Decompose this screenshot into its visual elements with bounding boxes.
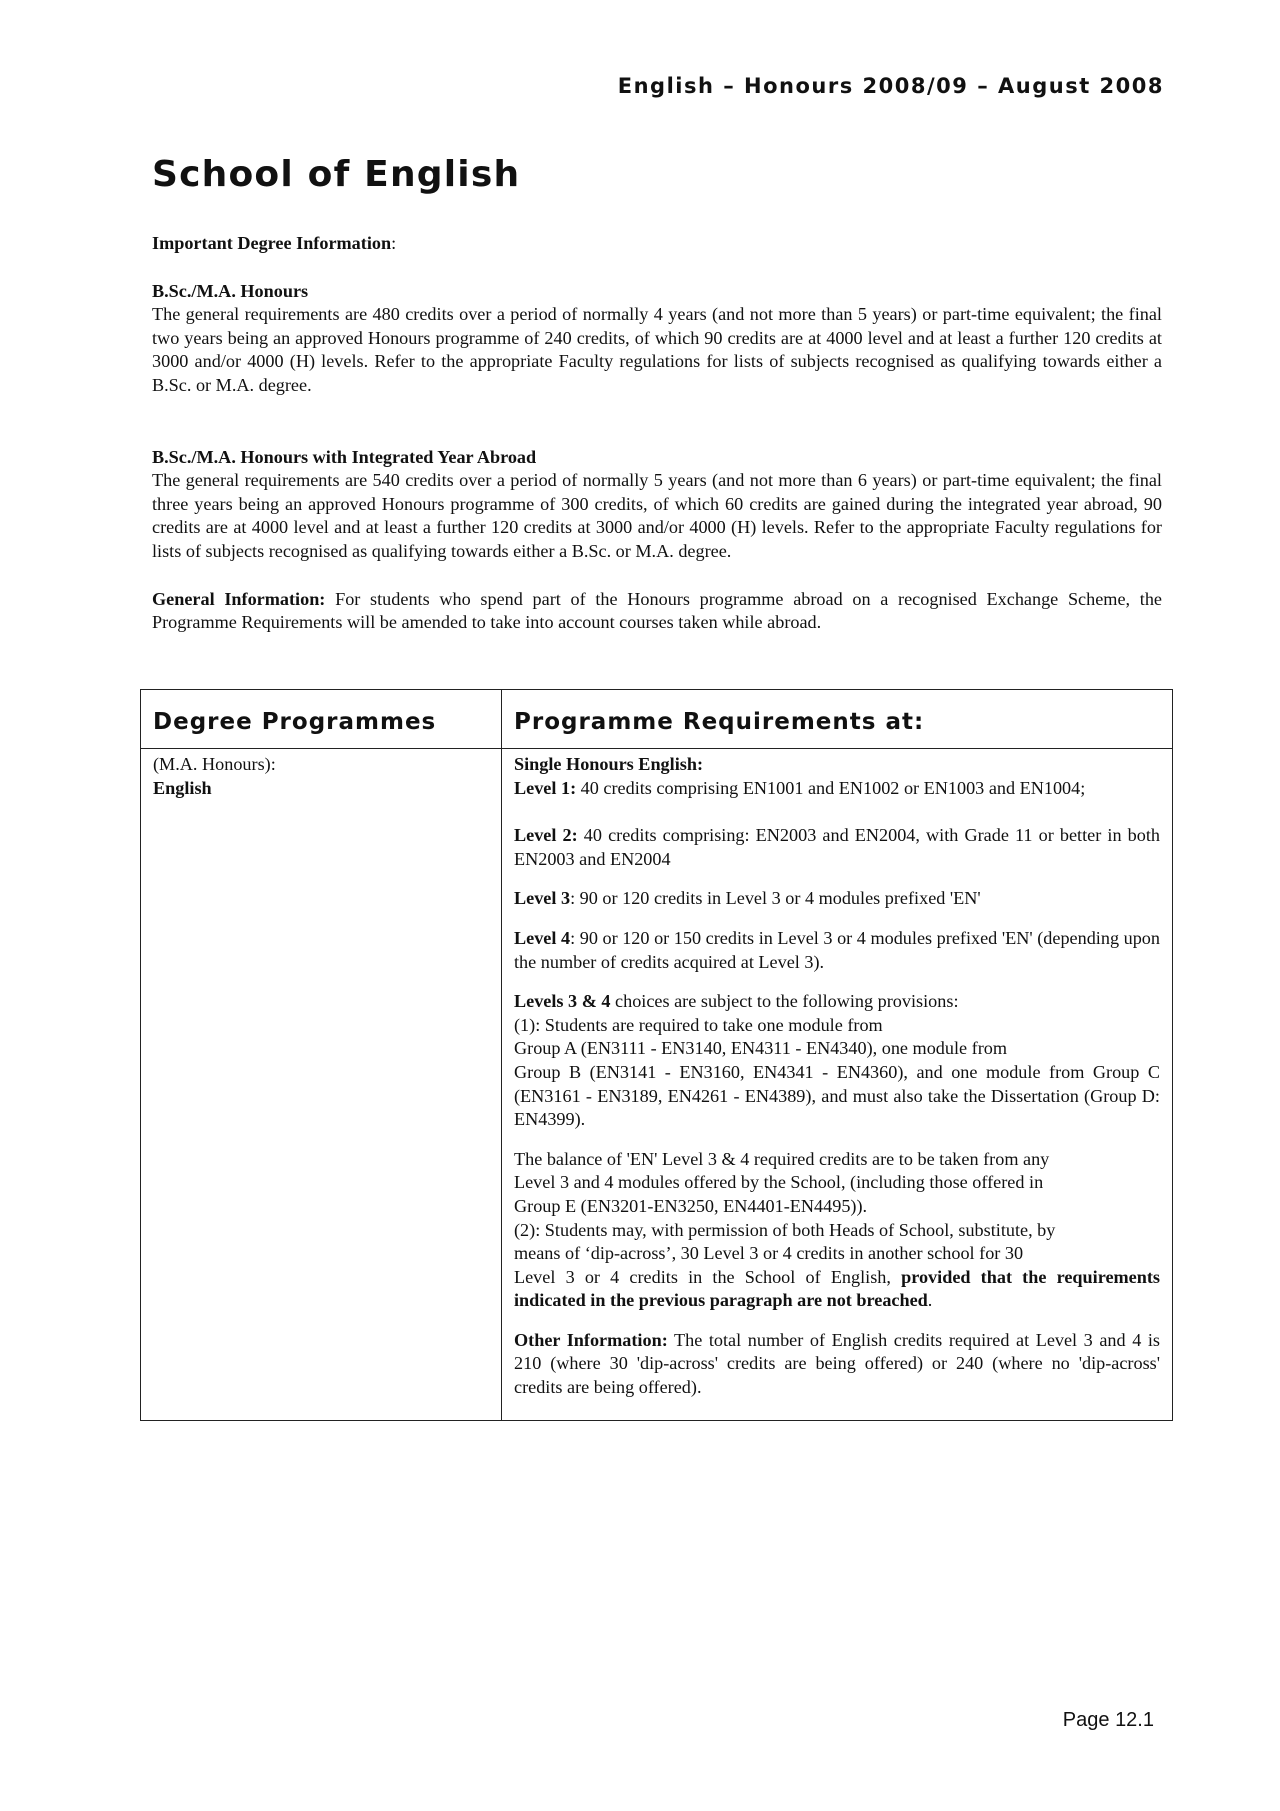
level4-text: : 90 or 120 or 150 credits in Level 3 or 4 modules prefixed 'EN' (depending upon the number of credits acquired at Level 3). xyxy=(514,927,1160,972)
balance-line: Group E (EN3201-EN3250, EN4401-EN4495)). xyxy=(514,1195,868,1216)
abroad-heading-text: B.Sc./M.A. Honours with Integrated Year Abroad xyxy=(152,446,537,467)
provision2-bold-text: provided that the requirements indicated in the previous paragraph are not breached xyxy=(514,1266,1160,1311)
abroad-heading xyxy=(152,446,1162,470)
abroad-paragraph: The general requirements are 540 credits over a period of normally 5 years (and not more than 6 years) or part-time equivalent; the final three years being an approved Honours programme of 300 credits, of which 60 credits are gained during the integrated year abroad, 90 credits are at 4000 level and at least a further 120 credits at 3000 and/or 4000 (H) levels. Refer to the appropriate Faculty regulations for lists of subjects recognised as qualifying towards either a B.Sc. or M.A. degree. xyxy=(152,470,1162,561)
programme-type: (M.A. Honours): xyxy=(153,754,276,774)
programme-requirements-header: Programme Requirements at: xyxy=(502,690,1173,749)
other-info-text: The total number of English credits required at Level 3 and 4 is 210 (where 30 'dip-across' credits are being offered) or 240 (where no 'dip-across' credits are being offered). xyxy=(514,1329,1160,1398)
other-info-label: Other Information: xyxy=(514,1329,668,1350)
provision2-last-text: Level 3 or 4 credits in the School of English, xyxy=(514,1266,902,1287)
balance-line: The balance of 'EN' Level 3 & 4 required credits are to be taken from any xyxy=(514,1148,1050,1169)
level2-text: 40 credits comprising: EN2003 and EN2004, with Grade 11 or better in both EN2003 and EN2004 xyxy=(514,825,1160,869)
level2-label: Level 2: xyxy=(514,825,578,846)
provision1-line: Group A (EN3111 - EN3140, EN4311 - EN4340), one module from xyxy=(514,1038,1008,1059)
provision1-rest: Group B (EN3141 - EN3160, EN4341 - EN4360), and one module from Group C (EN3161 - EN3189, EN4261 - EN4389), and must also take the Dissertation (Group D: EN4399). xyxy=(514,1061,1160,1130)
single-honours-heading xyxy=(514,753,1160,777)
page-number: Page 12.1 xyxy=(1062,1709,1154,1731)
general-info-text: For students who spend part of the Honours programme abroad on a recognised Exchange Scheme, the Programme Requirements will be amended to take into account courses taken while abroad. xyxy=(152,588,1162,633)
running-header: English – Honours 2008/09 – August 2008 xyxy=(617,74,1164,98)
levels34-provisions xyxy=(514,990,1160,1014)
programme-requirements-table xyxy=(140,689,1173,1421)
programme-name: English xyxy=(153,777,212,798)
general-info-paragraph xyxy=(152,588,1162,635)
important-info-line xyxy=(152,232,1162,256)
level2-requirement xyxy=(514,824,1160,871)
degree-programmes-header: Degree Programmes xyxy=(141,690,502,749)
other-information xyxy=(514,1329,1160,1400)
level3-label: Level 3 xyxy=(514,888,571,909)
honours-paragraph: The general requirements are 480 credits over a period of normally 4 years (and not more than 5 years) or part-time equivalent; the final two years being an approved Honours programme of 240 credits, of which 90 credits are at 4000 level and at least a further 120 credits at 3000 and/or 4000 (H) levels. Refer to the appropriate Faculty regulations for lists of subjects recognised as qualifying towards either a B.Sc. or M.A. degree. xyxy=(152,304,1162,395)
single-honours-text: Single Honours English: xyxy=(514,754,704,774)
levels34-text: choices are subject to the following provisions: xyxy=(610,991,959,1012)
level1-label: Level 1: xyxy=(514,777,577,798)
balance-line: Level 3 and 4 modules offered by the School, (including those offered in xyxy=(514,1172,1044,1193)
programme-cell xyxy=(141,749,502,1421)
provision2-end: . xyxy=(927,1290,933,1311)
provision2-line: means of ‘dip-across’, 30 Level 3 or 4 credits in another school for 30 xyxy=(514,1243,1024,1264)
important-info-label: Important Degree Information xyxy=(152,233,392,253)
important-info-suffix: : xyxy=(391,233,397,253)
provision2-line: (2): Students may, with permission of both Heads of School, substitute, by xyxy=(514,1219,1056,1240)
general-info-label: General Information: xyxy=(152,588,326,609)
table-row xyxy=(141,749,1173,1421)
intro-section xyxy=(152,232,1162,635)
level1-requirement xyxy=(514,777,1160,801)
provision1-line: (1): Students are required to take one module from xyxy=(514,1014,883,1035)
requirements-cell xyxy=(502,749,1173,1421)
honours-heading xyxy=(152,280,1162,304)
honours-heading-text: B.Sc./M.A. Honours xyxy=(152,280,309,301)
table-header-row xyxy=(141,690,1173,749)
level3-requirement xyxy=(514,887,1160,911)
level3-text: : 90 or 120 credits in Level 3 or 4 modules prefixed 'EN' xyxy=(570,888,981,909)
level4-label: Level 4 xyxy=(514,927,571,948)
levels34-label: Levels 3 & 4 xyxy=(514,991,611,1012)
level4-requirement xyxy=(514,927,1160,974)
level1-text: 40 credits comprising EN1001 and EN1002 or EN1003 and EN1004; xyxy=(576,777,1086,798)
page-title: School of English xyxy=(152,154,521,195)
provision2-last xyxy=(514,1266,1160,1313)
